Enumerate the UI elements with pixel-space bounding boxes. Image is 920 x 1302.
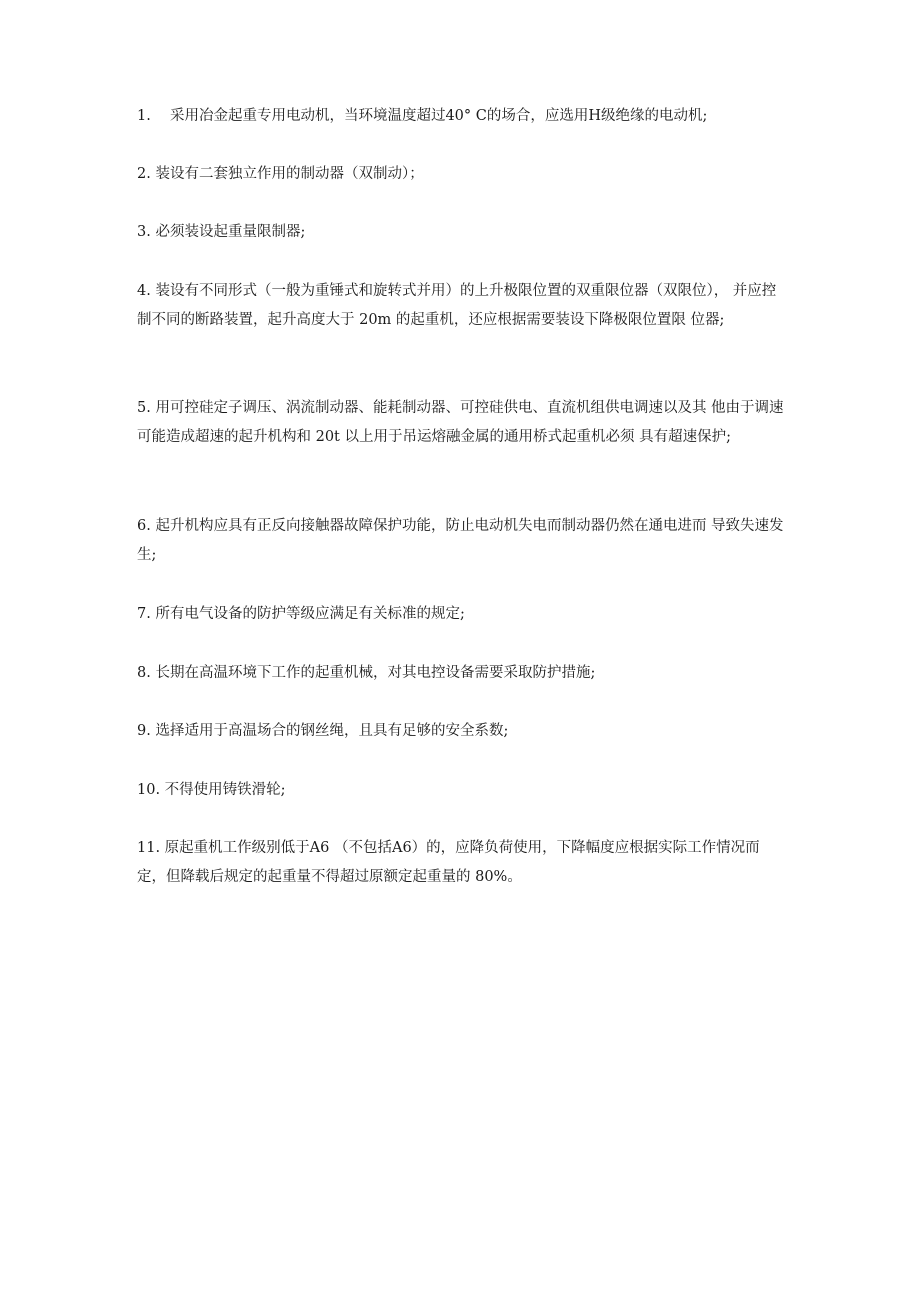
list-item-3: 3. 必须装设起重量限制器; (137, 224, 306, 240)
list-item-6: 6. 起升机构应具有正反向接触器故障保护功能，防止电动机失电而制动器仍然在通电进而 导致失速发生; (137, 518, 784, 563)
list-item-1: 1. 采用冶金起重专用电动机，当环境温度超过40° C的场合，应选用H级绝缘的电动机; (137, 108, 708, 124)
list-item-9: 9. 选择适用于高温场合的钢丝绳，且具有足够的安全系数; (137, 723, 509, 739)
list-item-8: 8. 长期在高温环境下工作的起重机械，对其电控设备需要采取防护措施; (137, 665, 596, 681)
list-item-2: 2. 装设有二套独立作用的制动器（双制动）； (137, 166, 424, 182)
list-item-7: 7. 所有电气设备的防护等级应满足有关标准的规定; (137, 606, 465, 622)
list-item-4: 4. 装设有不同形式（一般为重锤式和旋转式并用）的上升极限位置的双重限位器（双限位）， 并应控制不同的断路装置，起升高度大于 20m 的起重机，还应根据需要装设下降极限位置限 位器; (137, 283, 777, 328)
list-item-5: 5. 用可控硅定子调压、涡流制动器、能耗制动器、可控硅供电、直流机组供电调速以及其 他由于调速可能造成超速的起升机构和 20t 以上用于吊运熔融金属的通用桥式起重机必须 具有超速保护; (137, 400, 784, 445)
list-item-11: 11. 原起重机工作级别低于A6 （不包括A6）的，应降负荷使用，下降幅度应根据实际工作情况而定，但降载后规定的起重量不得超过原额定起重量的 80%。 (137, 840, 760, 885)
list-item-10: 10. 不得使用铸铁滑轮; (137, 782, 286, 798)
